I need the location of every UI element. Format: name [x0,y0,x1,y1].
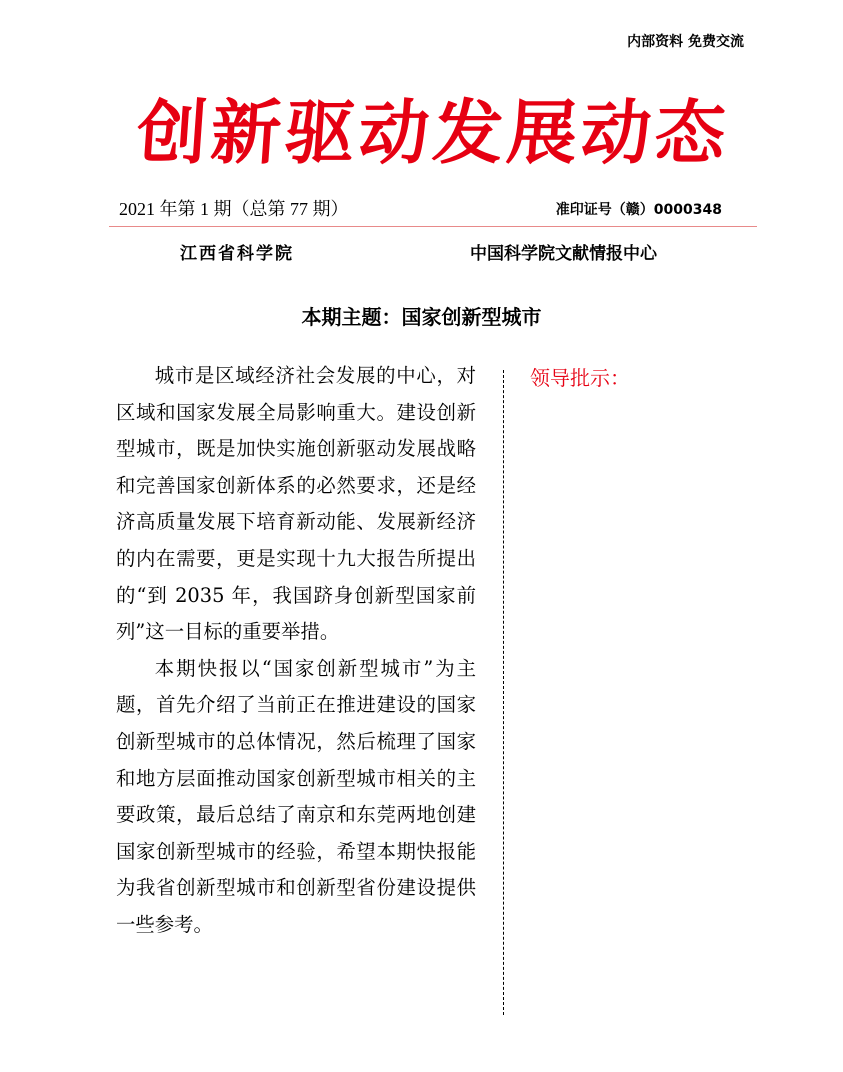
column-divider [503,370,504,1015]
body-text [116,358,476,944]
issue-theme: 本期主题：国家创新型城市 [301,305,542,329]
paragraph: 城市是区域经济社会发展的中心，对区域和国家发展全局影响重大。建设创新型城市，既是加快实施创新驱动发展战略和完善国家创新体系的必然要求，还是经济高质量发展下培育新动能、发展新经济的内在需要，更是实现十九大报告所提出的“到 2035 年，我国跻身创新型国家前列”这一目标的重要举措。 [116,364,476,644]
publisher-right: 中国科学院文献情报中心 [470,244,657,264]
publisher-left: 江西省科学院 [180,244,294,264]
masthead-title: 创新驱动发展动态 [134,91,732,174]
issue-number: 2021 年第 1 期（总第 77 期） [119,199,349,219]
top-note: 内部资料 免费交流 [627,34,744,50]
leadership-instructions-label: 领导批示： [530,366,630,390]
print-permit: 准印证号（赣）0000348 [555,202,722,218]
header-divider [109,226,757,227]
paragraph: 本期快报以“国家创新型城市”为主题，首先介绍了当前正在推进建设的国家创新型城市的总体情况，然后梳理了国家和地方层面推动国家创新型城市相关的主要政策，最后总结了南京和东莞两地创建国家创新型城市的经验，希望本期快报能为我省创新型城市和创新型省份建设提供一些参考。 [116,656,476,936]
